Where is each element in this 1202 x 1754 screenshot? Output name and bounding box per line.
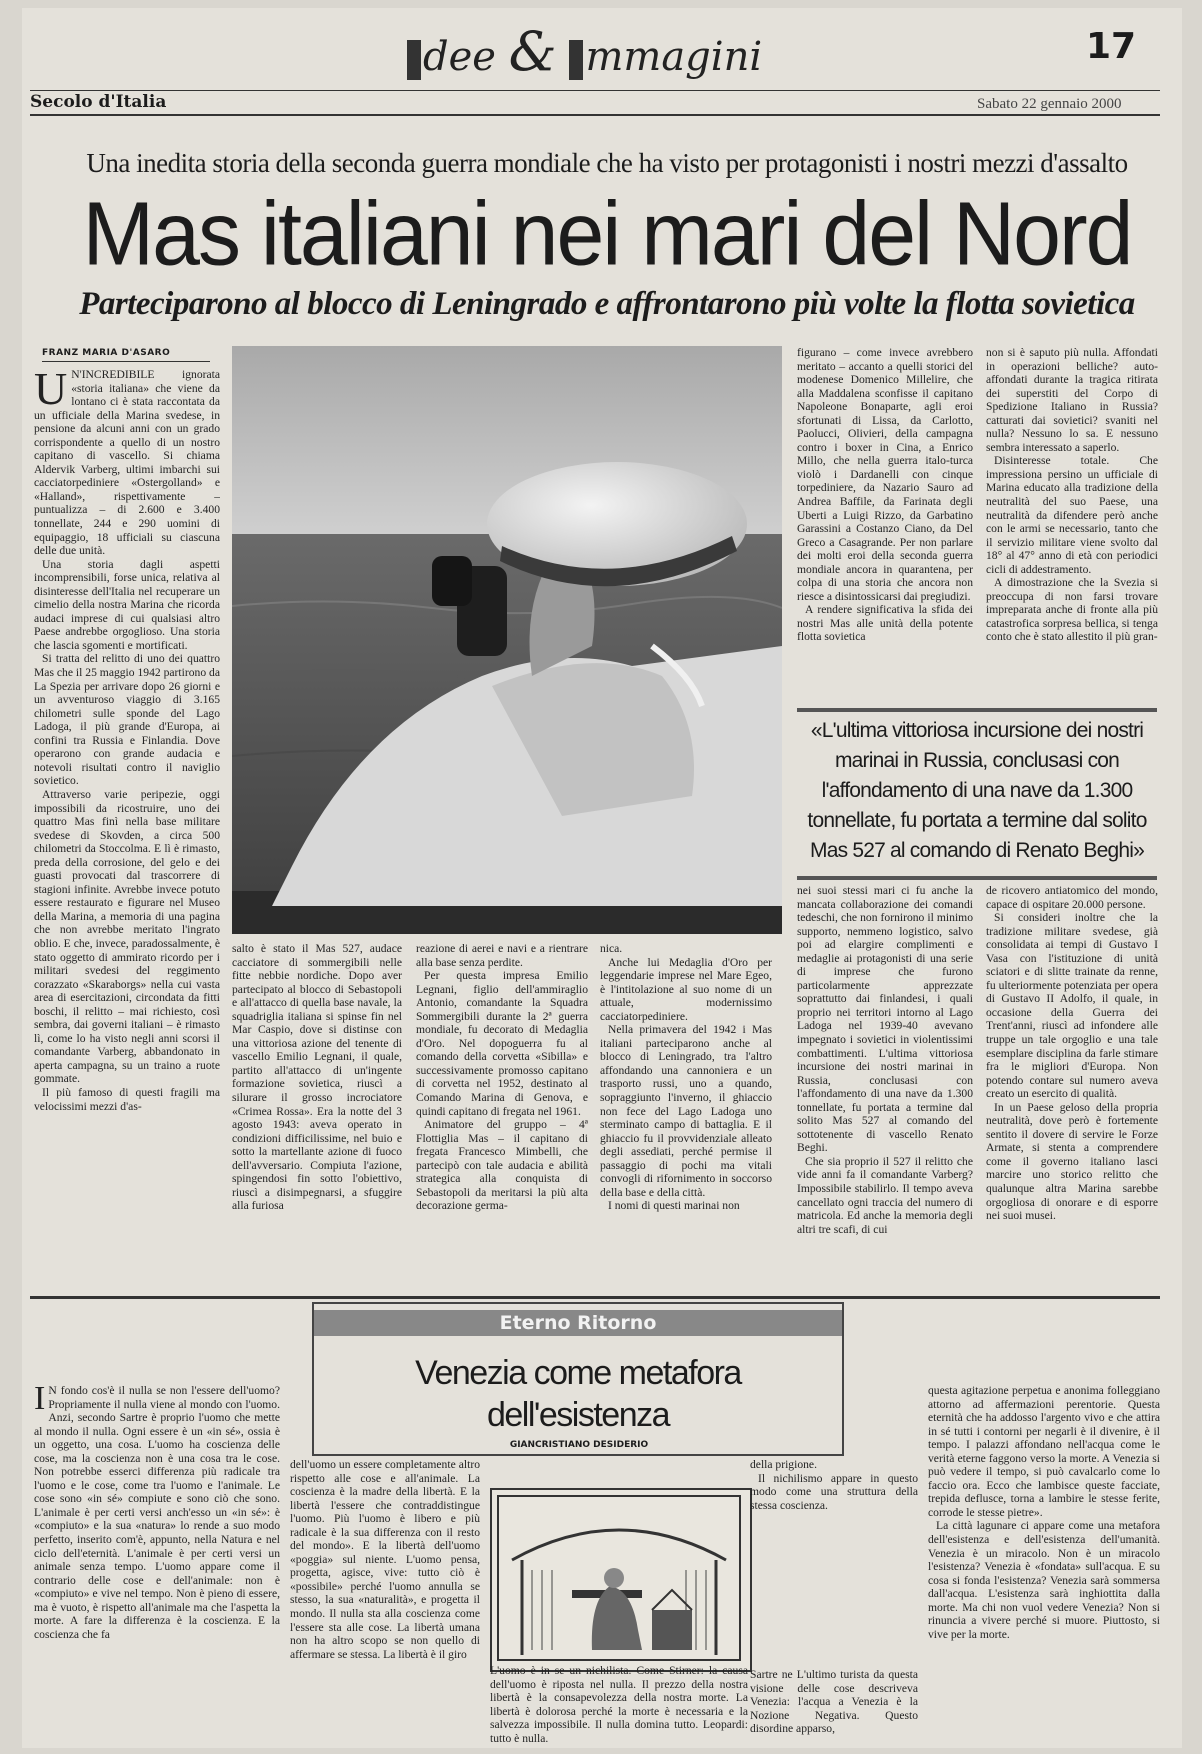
feature-col3-paragraph: Il nichilismo appare in questo modo come una struttura della stessa coscienza.	[750, 1471, 918, 1512]
feature-dropcap: I	[34, 1384, 46, 1417]
article-headline: Mas italiani nei mari del Nord	[82, 183, 1132, 285]
feature-col3-continuation: L'uomo è in se un nichilista. Come Stirner: la causa dell'uomo è riposta nel nulla. Il prezzo della nostra libertà è la consapevolezza della nostra morte. La libertà è dolorosa perché la morte è necessaria e la salvezza impossibile. Il nulla domina tutto. Leopardi: tutto è nulla.	[490, 1664, 748, 1745]
col4-paragraph: I nomi di questi marinai non	[608, 1199, 740, 1213]
feature-rubric: Eterno Ritorno	[314, 1310, 842, 1336]
col5-paragraph: nei suoi stessi mari ci fu anche la mancata collaborazione dei comandi tedeschi, che non fornirono il minimo supporto, nemmeno logistico, salvo poi ad elargire complimenti e medaglie ai protagonisti di una serie di imprese che furono particolarmente apprezzate soprattutto dai finlandesi, i quali proprio nei territori intorno al Lago Ladoga nel 1939-40 avevano impegnato i sovietici in violentissimi combattimenti. L'ultima vittoriosa incursione dei nostri marinai in Russia, conclusasi con l'affondamento di una nave da 1.300 tonnellate, fu portata a termine dal solito Mas 527 al comando del sottotenente di vascello Renato Beghi.	[797, 884, 973, 1155]
article-column-6-bottom	[986, 884, 1158, 1302]
feature-column-3-bottom	[490, 1664, 748, 1748]
col4-paragraph: Anche lui Medaglia d'Oro per leggendarie imprese nel Mare Egeo, è l'intitolazione al suo nome di un attuale, modernissimo cacciatorpediniere.	[600, 955, 772, 1023]
section-title	[407, 20, 807, 90]
pull-quote: «L'ultima vittoriosa incursione dei nostri marinai in Russia, conclusasi con l'affondamento di una nave da 1.300 tonnellate, fu portata a termine dal solito Mas 527 al comando di Renato Beghi»	[797, 708, 1157, 866]
col5-paragraph: A rendere significativa la sfida dei nostri Mas alle unità della potente flotta sovietica	[797, 603, 973, 644]
sailor-photo	[232, 346, 782, 934]
article-dropcap: U	[34, 368, 68, 414]
col3-paragraph: Animatore del gruppo – 4ª Flottiglia Mas – il capitano di fregata Francesco Mimbelli, che partecipò con tale audacia e abilità strategica alla conquista di Sebastopoli da meritarsi la più alta decorazione germa-	[416, 1118, 588, 1213]
col3-paragraph: reazione di aerei e navi e a rientrare alla base senza perdite.	[416, 942, 588, 969]
feature-byline: GIANCRISTIANO DESIDERIO	[509, 1440, 649, 1450]
col6-paragraph: non si è saputo più nulla. Affondati in operazioni belliche? auto-affondati durante la tragica ritirata dei superstiti del Corpo di Spedizione Italiano in Russia? catturati dai sovietici? svaniti nel nulla? Nessuno lo sa. E nessuno sembra interessato a saperlo.	[986, 346, 1158, 454]
section-title-bar-2	[569, 40, 583, 80]
pull-quote-rule	[797, 876, 1157, 880]
scholar-engraving-image	[492, 1490, 746, 1666]
col6-paragraph: A dimostrazione che la Svezia si preoccupa di non farsi trovare impreparata anche di fronte alla più catastrofica sorpresa bellica, si tenga conto che è stato allestito il più gran-	[986, 576, 1158, 644]
col1-paragraph: Si tratta del relitto di uno dei quattro Mas che il 25 maggio 1942 partirono da La Spezia per arrivare dopo 26 giorni e un avventuroso viaggio di 3.165 chilometri sulle sponde del Lago Ladoga, il più grande d'Europa, ai confini tra Russia e Finlandia. Dove operarono con grande audacia e notevoli risultati contro il naviglio sovietico.	[34, 652, 220, 788]
col4-paragraph: Nella primavera del 1942 i Mas italiani parteciparono anche al blocco di Leningrado, tra l'altro affondando una cannoniera e un trasporto russi, uno a quando, sopraggiunto l'inverno, il ghiaccio non fece del Lago Ladoga uno sterminato campo di battaglia. E il ghiaccio fu il provvidenziale alleato degli assediati, perché permise il passaggio di pochi ma vitali convogli di rifornimento in soccorso della base e della città.	[600, 1023, 772, 1199]
feature-column-4	[928, 1384, 1160, 1744]
feature-column-3	[750, 1458, 918, 1664]
article-kicker: Una inedita storia della seconda guerra mondiale che ha visto per protagonisti i nostri mezzi d'assalto	[86, 148, 1128, 178]
header-rule-top	[30, 90, 1160, 91]
section-title-bar-1	[407, 40, 421, 80]
publication-date: Sabato 22 gennaio 2000	[977, 96, 1122, 112]
page-number: 17	[1086, 26, 1137, 67]
feature-col2-text: dell'uomo un essere completamente altro rispetto alle cose e all'animale. La coscienza è la madre della libertà. E la libertà l'essere che contraddistingue l'uomo. Più l'uomo è libero e più radicale è la sua differenza con il resto del mondo». E la libertà dell'uomo «poggia» sul niente. L'uomo pensa, progetta, agisce, vive: tutto ciò è «possibile» perché l'uomo annulla se stesso, la sua «naturalità», e progetta il mondo. Il nulla sta alla coscienza come l'essere sta alle cose. La libertà umana non ha altro scopo se non quello di affermare se stessa. La libertà è il giro	[290, 1458, 480, 1661]
feature-col1-text: N fondo cos'è il nulla se non l'essere dell'uomo? Propriamente il nulla viene al mondo con l'uomo. Anzi, secondo Sartre è proprio l'uomo che mette al mondo il nulla. Ogni essere è un «in sé», ossia è un oggetto, una cosa. L'uomo ha coscienza delle cose, ma la coscienza non è una cosa tra le cose. Non potrebbe esserci differenza più radicale tra l'uomo e le cose, come tra l'uomo e l'animale. Le cose sono «in sé» compiute e sono ciò che sono. L'animale è per certi versi anch'esso un «in sé»: è «compiuto» e la sua «natura» lo rende a suo modo perfetto, inserito com'è, appunto, nella Natura e nel ciclo dell'eternità. L'animale è per certi versi un animale senza tempo. L'uomo appare come il contrario delle cose e dell'animale: non è «compiuto» e vive nel tempo. Non è pieno di essere, ma è vuoto, è rispetto all'animale ma che l'aspetta la morte. A fare la differenza è la coscienza. E la coscienza che fa	[34, 1384, 280, 1641]
col1-paragraph: Attraverso varie peripezie, oggi impossibili da ricostruire, uno dei quattro Mas finì nella base militare svedese di Skovden, a circa 500 chilometri da Stoccolma. E lì è rimasto, preda della corrosione, del gelo e dei guasti provocati dal trascorrere di stagioni infinite. Avrebbe invece potuto essere restaurato e figurare nel Museo della Marina, a memoria di una pagina che non avrebbe meritato l'ingrato oblio. E che, invece, paradossalmente, è stato oggetto di ammirato ricordo per i militari svedesi del reggimento corazzato «Skaraborgs» nella cui vasta area di esercitazioni, circondata da fitti boschi, il relitto – mai richiesto, così sembra, dai governi italiani – è rimasto lì, come lo ha visto negli anni scorsi il comandante Varberg, abbandonato in aperta campagna, su un traino a ruote gommate.	[34, 787, 220, 1086]
woodcut-illustration	[490, 1488, 752, 1672]
article-column-5-top	[797, 346, 973, 706]
col3-paragraph: Per questa impresa Emilio Legnani, figlio dell'ammiraglio Antonio, comandante la Squadra Sommergibili durante la 2ª guerra mondiale, fu decorato di Medaglia d'Oro. Nel dopoguerra fu al comando della corvetta «Sibilla» e successivamente promosso capitano di corvetta nel 1952, destinato al Comando Marina di Genova, e quindi capitano di fregata nel 1961.	[416, 969, 588, 1118]
col4-paragraph: nica.	[600, 942, 623, 955]
article-column-1	[34, 368, 220, 1303]
article-column-5-bottom	[797, 884, 973, 1302]
paper-name: Secolo d'Italia	[30, 92, 167, 112]
feature-col4-paragraph: La città lagunare ci appare come una metafora dell'esistenza e dell'esistenza dell'umanità. Venezia è un miracolo. Non è un miracolo l'esistenza? Venezia è «fondata» sull'acqua. E su cosa si fonda l'esistenza? Venezia sarà sommersa dall'acqua. L'esistenza sarà inghiottita dalla morte. Ma chi non vuol vedere Venezia? Non si rinuncia a vivere perché si muore. Piuttosto, si vive per la morte.	[928, 1519, 1160, 1641]
col6-paragraph: In un Paese geloso della propria neutralità, dove però è fortemente sentito il dovere di servire le Forze Armate, si stenta a comprendere come il governo italiano lasci marcire uno storico relitto che qualunque altra Marina sarebbe orgogliosa di onorare e di esporre nei suoi musei.	[986, 1100, 1158, 1223]
feature-column-2	[290, 1458, 480, 1744]
col6-paragraph: Disinteresse totale. Che impressiona persino un ufficiale di Marina educato alla tradizione della neutralità del suo Paese, una neutralità da difendere però anche con le armi se necessario, tanto che il servizio militare viene svolto dal 18° al 47° anno di età con periodici cicli di addestramento.	[986, 454, 1158, 576]
feature-title-line-2: dell'esistenza	[486, 1396, 670, 1434]
col5-paragraph: Che sia proprio il 527 il relitto che vide anni fa il comandante Varberg? Impossibile stabilirlo. Il tempo aveva cancellato ogni traccia del numero di matricola. Ed anche la memoria degli altri tre scafi, di cui	[797, 1154, 973, 1236]
section-title-amp: &	[508, 20, 557, 83]
col6-paragraph: Si consideri inoltre che la tradizione militare svedese, già consolidata ai tempi di Gustavo I Vasa con l'istituzione di unità sciatori e di slitte trainate da renne, fu ulteriormente potenziata per opera di Gustavo II Adolfo, il quale, in occasione della Guerra dei Trent'anni, riuscì ad infondere alle truppe un tale orgoglio e una tale esemplare disciplina da farle stimare fra le migliori d'Europa. Non potendo contare sul numero aveva creato un esercito di qualità.	[986, 911, 1158, 1101]
article-byline: FRANZ MARIA D'ASARO	[42, 348, 210, 362]
section-title-part2: mmagini	[585, 34, 763, 80]
section-separator	[30, 1296, 1160, 1299]
feature-column-1	[34, 1384, 280, 1744]
col2-paragraph: salto è stato il Mas 527, audace cacciatore di sommergibili nelle fitte nebbie nordiche. Dopo aver partecipato al blocco di Sebastopoli e all'attacco di quella base navale, la squadriglia italiana si spinse fin nel Mar Caspio, dove si distinse con una vittoriosa azione del tenente di vascello Emilio Legnani, il quale, partito all'attacco di un'ingente formazione sovietica, riuscì a silurare il grosso incrociatore «Crimea Rossa». Era la notte del 3 agosto 1943: aveva operato in condizioni difficilissime, nel buio e sotto la martellante azione di fuoco dell'avversario. Compiuta l'azione, spingendosi fin sotto l'obiettivo, riuscì a disimpegnarsi, a sfuggire alla furiosa	[232, 942, 402, 1213]
col5-paragraph: figurano – come invece avrebbero meritato – accanto a quelli storici del modenese Domenico Millelire, che alla Maddalena sconfisse il capitano Napoleone Bonaparte, agli eroi sfortunati di Lissa, da Carlotto, Paolucci, Olivieri, della campagna contro i boxer in Cina, a Enrico Millo, che nella guerra italo-turca violò i Dardanelli con cinque torpediniere, da Nazario Sauro ad Andrea Baffile, da Farinata degli Uberti a Luigi Rizzo, da Garbatino Garassini a Costanzo Ciano, da Del Greco a Casagrande. Per non parlare dei molti eroi della seconda guerra mondiale ancora in quarantena, per colpa di una storia che ancora non riesce a disintossicarsi dai pregiudizi.	[797, 346, 973, 603]
col1-paragraph: Una storia dagli aspetti incomprensibili, forse unica, relativa al disinteresse dell'Italia nel recuperare un cimelio della nostra Marina che ricorda audaci imprese di cui qualsiasi altro Paese andrebbe orgoglioso. Una storia che lascia sgomenti e mortificati.	[34, 557, 220, 652]
feature-column-3b	[750, 1668, 918, 1744]
feature-col3-text: della prigione.	[750, 1458, 817, 1471]
feature-title	[314, 1352, 842, 1436]
col1-paragraph: Il più famoso di questi fragili ma velocissimi mezzi d'as-	[34, 1085, 220, 1113]
col6-paragraph: de ricovero antiatomico del mondo, capace di ospitare 20.000 persone.	[986, 884, 1158, 911]
article-deck: Parteciparono al blocco di Leningrado e affrontarono più volte la flotta sovietica	[79, 286, 1135, 322]
feature-header-box	[312, 1302, 844, 1456]
newspaper-page	[22, 8, 1182, 1748]
feature-col4-text: questa agitazione perpetua e anonima folleggiano attorno ad affermazioni perentorie. Questa eternità che ha addosso l'argento vivo e che attira in sé tutti i contorni per negarli è il divenire, è il tempo. I palazzi affondano nell'acqua come le verità eterne faggono verso la morte. A Venezia si può vedere il tempo, si può cavalcarlo come lo faccio ora. Ecco che lambisce queste facciate, trepida deflusce, torna a lambire le stesse ferite, corrode le stesse pietre».	[928, 1384, 1160, 1519]
section-title-part1: dee	[423, 34, 496, 80]
article-column-3	[416, 942, 588, 1302]
article-column-4	[600, 942, 772, 1302]
feature-title-line-1: Venezia come metafora	[415, 1354, 741, 1392]
feature-col3-paragraph: Sartre ne L'ultimo turista da questa visione delle cose descriveva Venezia: l'acqua a Venezia è la Nozione Negativa. Questo disordine apparso,	[750, 1668, 918, 1736]
header-rule	[30, 114, 1160, 116]
article-column-2	[232, 942, 402, 1302]
sailor-binoculars-image	[232, 346, 782, 934]
col1-lead: N'INCREDIBILE ignorata «storia italiana» che viene da lontano ci è stata raccontata da un ufficiale della Marina svedese, in pensione da alcuni anni con un grado corrispondente a quello di un nostro capitano di vascello. Si chiama Aldervik Varberg, ultimi imbarchi sui cacciatorpediniere «Ostergolland» e «Halland», rispettivamente – puntualizza – di 2.600 e 3.400 tonnellate, 244 e 290 uomini di equipaggio, 18 ufficiali su ciascuna delle due unità.	[34, 368, 220, 558]
article-column-6-top	[986, 346, 1158, 706]
